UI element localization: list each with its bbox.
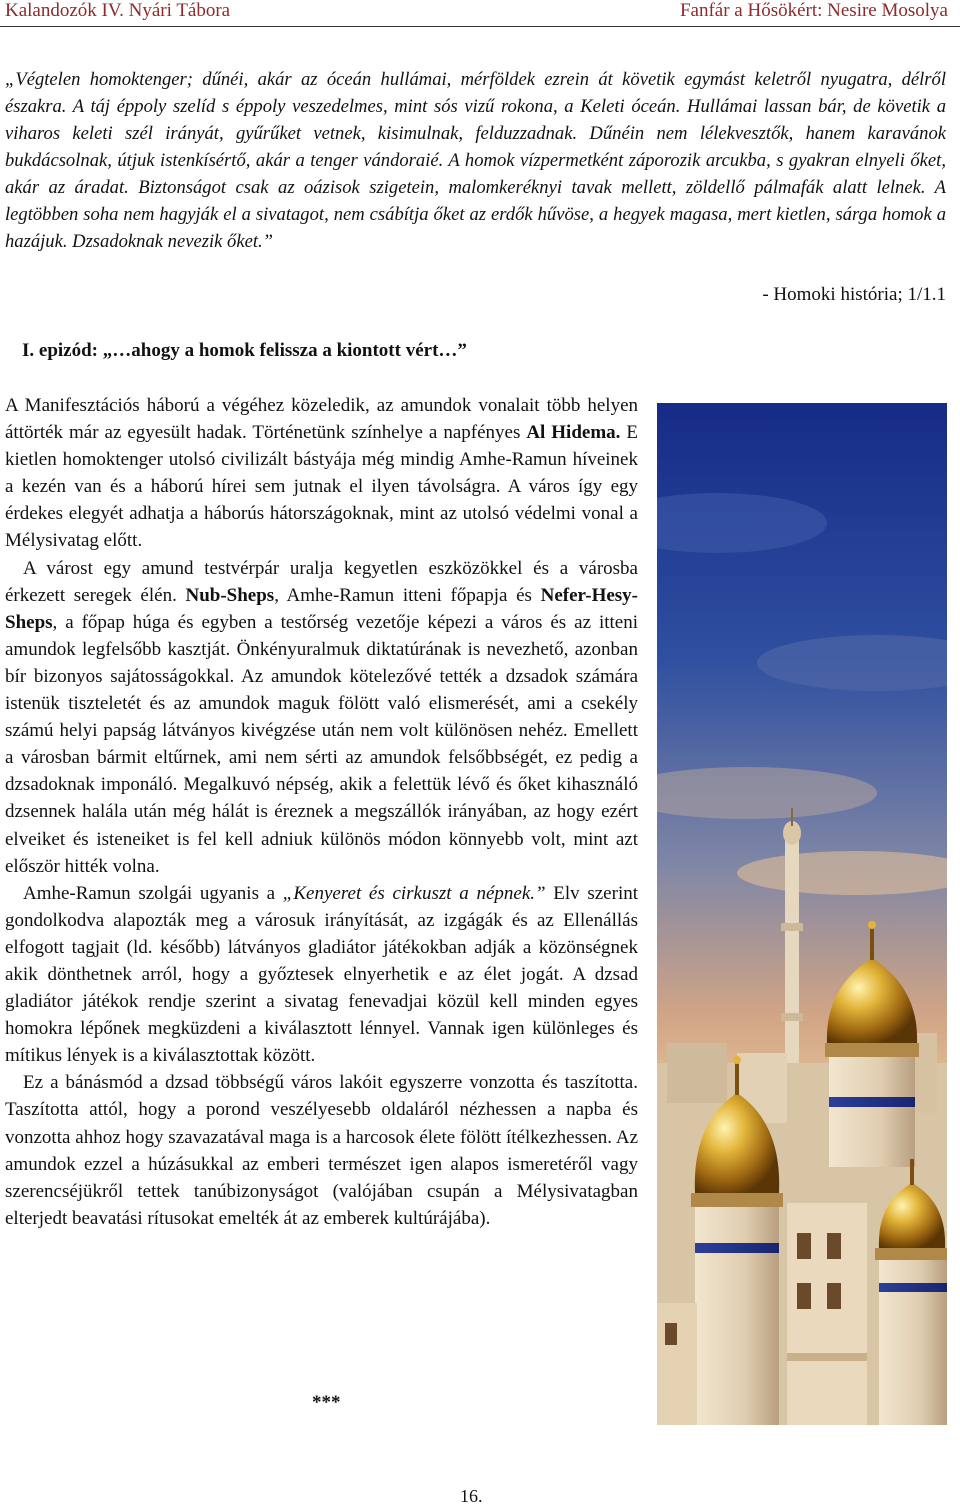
- city-illustration: [657, 403, 947, 1425]
- header-right-title: Fanfár a Hősökért: Nesire Mosolya: [679, 0, 948, 21]
- header-left-title: Kalandozók IV. Nyári Tábora: [5, 0, 231, 21]
- paragraph-3: Amhe-Ramun szolgái ugyanis a „Kenyeret és cirkuszt a népnek.” Elv szerint gondolkodva alapozták meg a városuk irányítását, az izgágák és az Ellenállás elfogott tagjait (ld. később) látványos gladiátor játékokban adják a közönségnek akik dönthetnek arról, hogy a győztesek elnyerhetik e az élet jogát. A dzsad gladiátor játékok rendje szerint a sivatag fenevadjai közül kell minden egyes homokra lépőnek megküzdeni a kiválasztott lénnyel. Vannak igen különleges és mítikus lények is a kiválasztottak között.: [5, 882, 638, 1067]
- body-text: [5, 392, 638, 1232]
- page-header: [0, 0, 960, 27]
- intro-quote: „Végtelen homoktenger; dűnéi, akár az óceán hullámai, mérföldek ezrein át követik egymást keletről nyugatra, délről északra. A táj éppoly szelíd s éppoly veszedelmes, mint sós vizű rokona, a Keleti óceán. Hullámai lassan bár, de követik a viharos keleti szél irányát, gyűrűket vetnek, kisimulnak, felduzzadnak. Dűnéin nem lélekvesztők, hanem karavánok bukdácsolnak, útjuk istenkísértő, akár a tenger vándoraié. A homok vízpermetként záporozik arcukba, s gyakran elnyeli őket, akár az áradat. Biztonságot csak az oázisok szigetein, malomkeréknyi tavak mellett, zöldellő pálmafák alatt lelnek. A legtöbben soha nem hagyják el a sivatagot, nem csábítja őket az erdők hűvöse, a hegyek magasa, mert kietlen, sárga homok a hazájuk. Dzsadoknak nevezik őket.”: [5, 69, 946, 252]
- character-name-2: Nefer-Hesy-Sheps: [5, 584, 638, 633]
- paragraph-4: Ez a bánásmód a dzsad többségű város lakóit egyszerre vonzotta és taszította. Taszította attól, hogy a porond veszélyesebb oldaláról nézhessen a napba és vonzotta ahhoz hogy szavazatával maga is a harcosok élete fölött ítélkezhessen. Az amundok ezzel a húzásukkal az emberi természet igen alapos ismeretéről vagy szerencséjükről tettek tanúbizonyságot (valójában csupán a Mélysivatagban elterjedt beavatási rítusokat emelték át az emberek kultúrájába).: [5, 1072, 638, 1229]
- page-number: 16.: [460, 1486, 483, 1506]
- motto: „Kenyeret és cirkuszt a népnek.”: [282, 882, 546, 904]
- episode-title: I. epizód: „…ahogy a homok felissza a kiontott vért…”: [22, 340, 467, 361]
- paragraph-2: A várost egy amund testvérpár uralja kegyetlen eszközökkel és a városba érkezett seregek élén. Nub-Sheps, Amhe-Ramun itteni főpapja és Nefer-Hesy-Sheps, a főpap húga és egyben a testőrség vezetője képezi a város és az itteni amundok legfelsőbb kasztját. Önkényuralmuk diktatúrának is nevezhető, azonban bír bizonyos sajátosságokkal. Az amundok kötelezővé tették a dzsadok számára istenük tiszteletét és az amundok maguk fölött való elismerését, ami a csekély számú helyi papság látványos kivégzése után nem volt különösen nehéz. Emellett a városban bármit eltűrnek, ami nem sérti az amundok felsőbbségét, ez pedig a dzsadoknak imponáló. Megalkuvó népség, akik a felettük lévő és őket kihasználó dzsennek halála után még hálát is éreznek a megszállók irányában, az hogy ezért elveiket és isteneiket is fel kell adniuk különös módon könnyebb volt, mint azt először hitték volna.: [5, 557, 638, 877]
- paragraph-1: A Manifesztációs háború a végéhez közeledik, az amundok vonalait több helyen áttörték már az egyesült hadak. Történetünk színhelye a napfényes Al Hidema. E kietlen homoktenger utolsó civilizált bástyája még mindig Amhe-Ramun híveinek a kezén van és a háború hírei sem jutnak el ilyen távolságra. A város így egy érdekes elegyét adhatja a háborús hátországoknak, mint az utolsó védelmi vonal a Mélysivatag előtt.: [5, 395, 638, 552]
- character-name-1: Nub-Sheps: [185, 584, 275, 606]
- section-separator: ***: [312, 1392, 341, 1413]
- place-name: Al Hidema.: [526, 422, 621, 444]
- quote-source: - Homoki história; 1/1.1: [762, 284, 946, 305]
